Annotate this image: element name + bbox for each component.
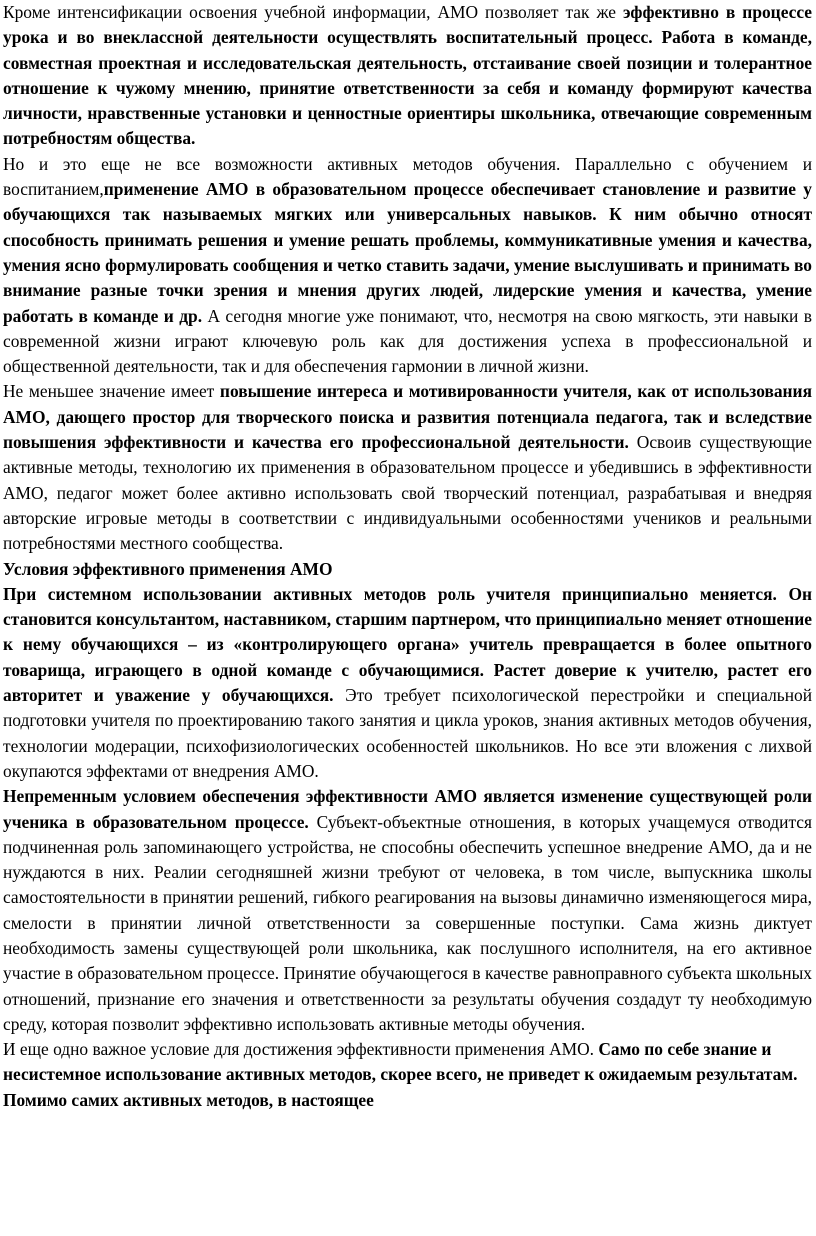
paragraph-bold-text: повышение интереса и мотивированности учителя, как от использования АМО, дающего простор для творческого поиска и развития потенциала педагога, так и вследствие повышения эффективности и качества его профессиональной деятельности. bbox=[3, 381, 812, 453]
paragraph-bold-text: применение АМО в образовательном процессе обеспечивает становление и развитие у обучающихся так называемых мягких или универсальных навыков. К ним обычно относят способность принимать решения и умение решать проблемы, коммуникативные умения и качества, умения ясно формулировать сообщения и четко ставить задачи, умение выслушивать и принимать во внимание разные точки зрения и мнения других людей, лидерские умения и качества, умение работать в команде и др. bbox=[3, 179, 812, 326]
paragraph-text: Кроме интенсификации освоения учебной информации, АМО позволяет так же bbox=[3, 2, 623, 22]
paragraph-text: Не меньшее значение имеет bbox=[3, 381, 220, 402]
paragraph-bold-text: Само по себе знание и несистемное использование активных методов, скорее всего, не приведет к ожидаемым результатам. Помимо самих активных методов, в настоящее bbox=[3, 1039, 798, 1110]
paragraph-amo-upbringing bbox=[3, 0, 812, 152]
paragraph-text: Но и это еще не все возможности активных методов обучения. Параллельно с обучением и воспитанием, bbox=[3, 153, 812, 200]
paragraph-systemic-use bbox=[3, 1037, 812, 1113]
paragraph-teacher-motivation bbox=[3, 379, 812, 556]
paragraph-bold-text: эффективно в процессе урока и во внеклассной деятельности осуществлять воспитательный процесс. Работа в команде, совместная проектная и исследовательская деятельность, отстаивание своей позиции и толерантное отношение к чужому мнению, принятие ответственности за себя и команду формируют качества личности, нравственные установки и ценностные ориентиры школьника, отвечающие современным потребностям общества. bbox=[3, 2, 813, 149]
section-heading: Условия эффективного применения АМО bbox=[3, 558, 333, 579]
paragraph-bold-text: Непременным условием обеспечения эффективности АМО является изменение существующей роли ученика в образовательном процессе. bbox=[3, 786, 812, 832]
paragraph-text: Это требует психологической перестройки и специальной подготовки учителя по проектированию такого занятия и цикла уроков, знания активных методов обучения, технологии модерации, психофизиологических особенностей школьников. Но все эти вложения с лихвой окупаются эффектами от внедрения АМО. bbox=[3, 685, 813, 781]
paragraph-teacher-role bbox=[3, 582, 812, 784]
paragraph-text: А сегодня многие уже понимают, что, несмотря на свою мягкость, эти навыки в современной жизни играют ключевую роль как для достижения успеха в профессиональной и общественной деятельности, так и для обеспечения гармонии в личной жизни. bbox=[3, 305, 812, 377]
paragraph-text: Освоив существующие активные методы, технологию их применения в образовательном процессе и убедившись в эффективности АМО, педагог может более активно использовать свой творческий потенциал, разрабатывая и внедряя авторские игровые методы в соответствии с индивидуальными особенностями учеников и реальными потребностями местного сообщества. bbox=[3, 432, 812, 554]
paragraph-text: Субъект-объектные отношения, в которых учащемуся отводится подчиненная роль запоминающего устройства, не способны обеспечить успешное внедрение АМО, да и не нуждаются в них. Реалии сегодняшней жизни требуют от человека, в том числе, выпускника школы самостоятельности в принятии решений, гибкого реагирования на вызовы динамично изменяющегося мира, смелости в принятии личной ответственности за совершенные поступки. Сама жизнь диктует необходимость замены существующей роли школьника, как послушного исполнителя, на его активное участие в образовательном процессе. Принятие обучающегося в качестве равноправного субъекта школьных отношений, признание его значения и ответственности за результаты обучения создадут ту необходимую среду, которая позволит эффективно использовать активные методы обучения. bbox=[3, 811, 812, 1034]
paragraph-bold-text: При системном использовании активных методов роль учителя принципиально меняется. Он становится консультантом, наставником, старшим партнером, что принципиально меняет отношение к нему обучающихся – из «контролирующего органа» учитель превращается в более опытного товарища, играющего в одной команде с обучающимися. Растет доверие к учителю, растет его авторитет и уважение у обучающихся. bbox=[3, 583, 812, 706]
paragraph-student-role bbox=[3, 784, 812, 1037]
paragraph-soft-skills bbox=[3, 152, 812, 380]
paragraph-text: И еще одно важное условие для достижения эффективности применения АМО. bbox=[3, 1039, 599, 1060]
